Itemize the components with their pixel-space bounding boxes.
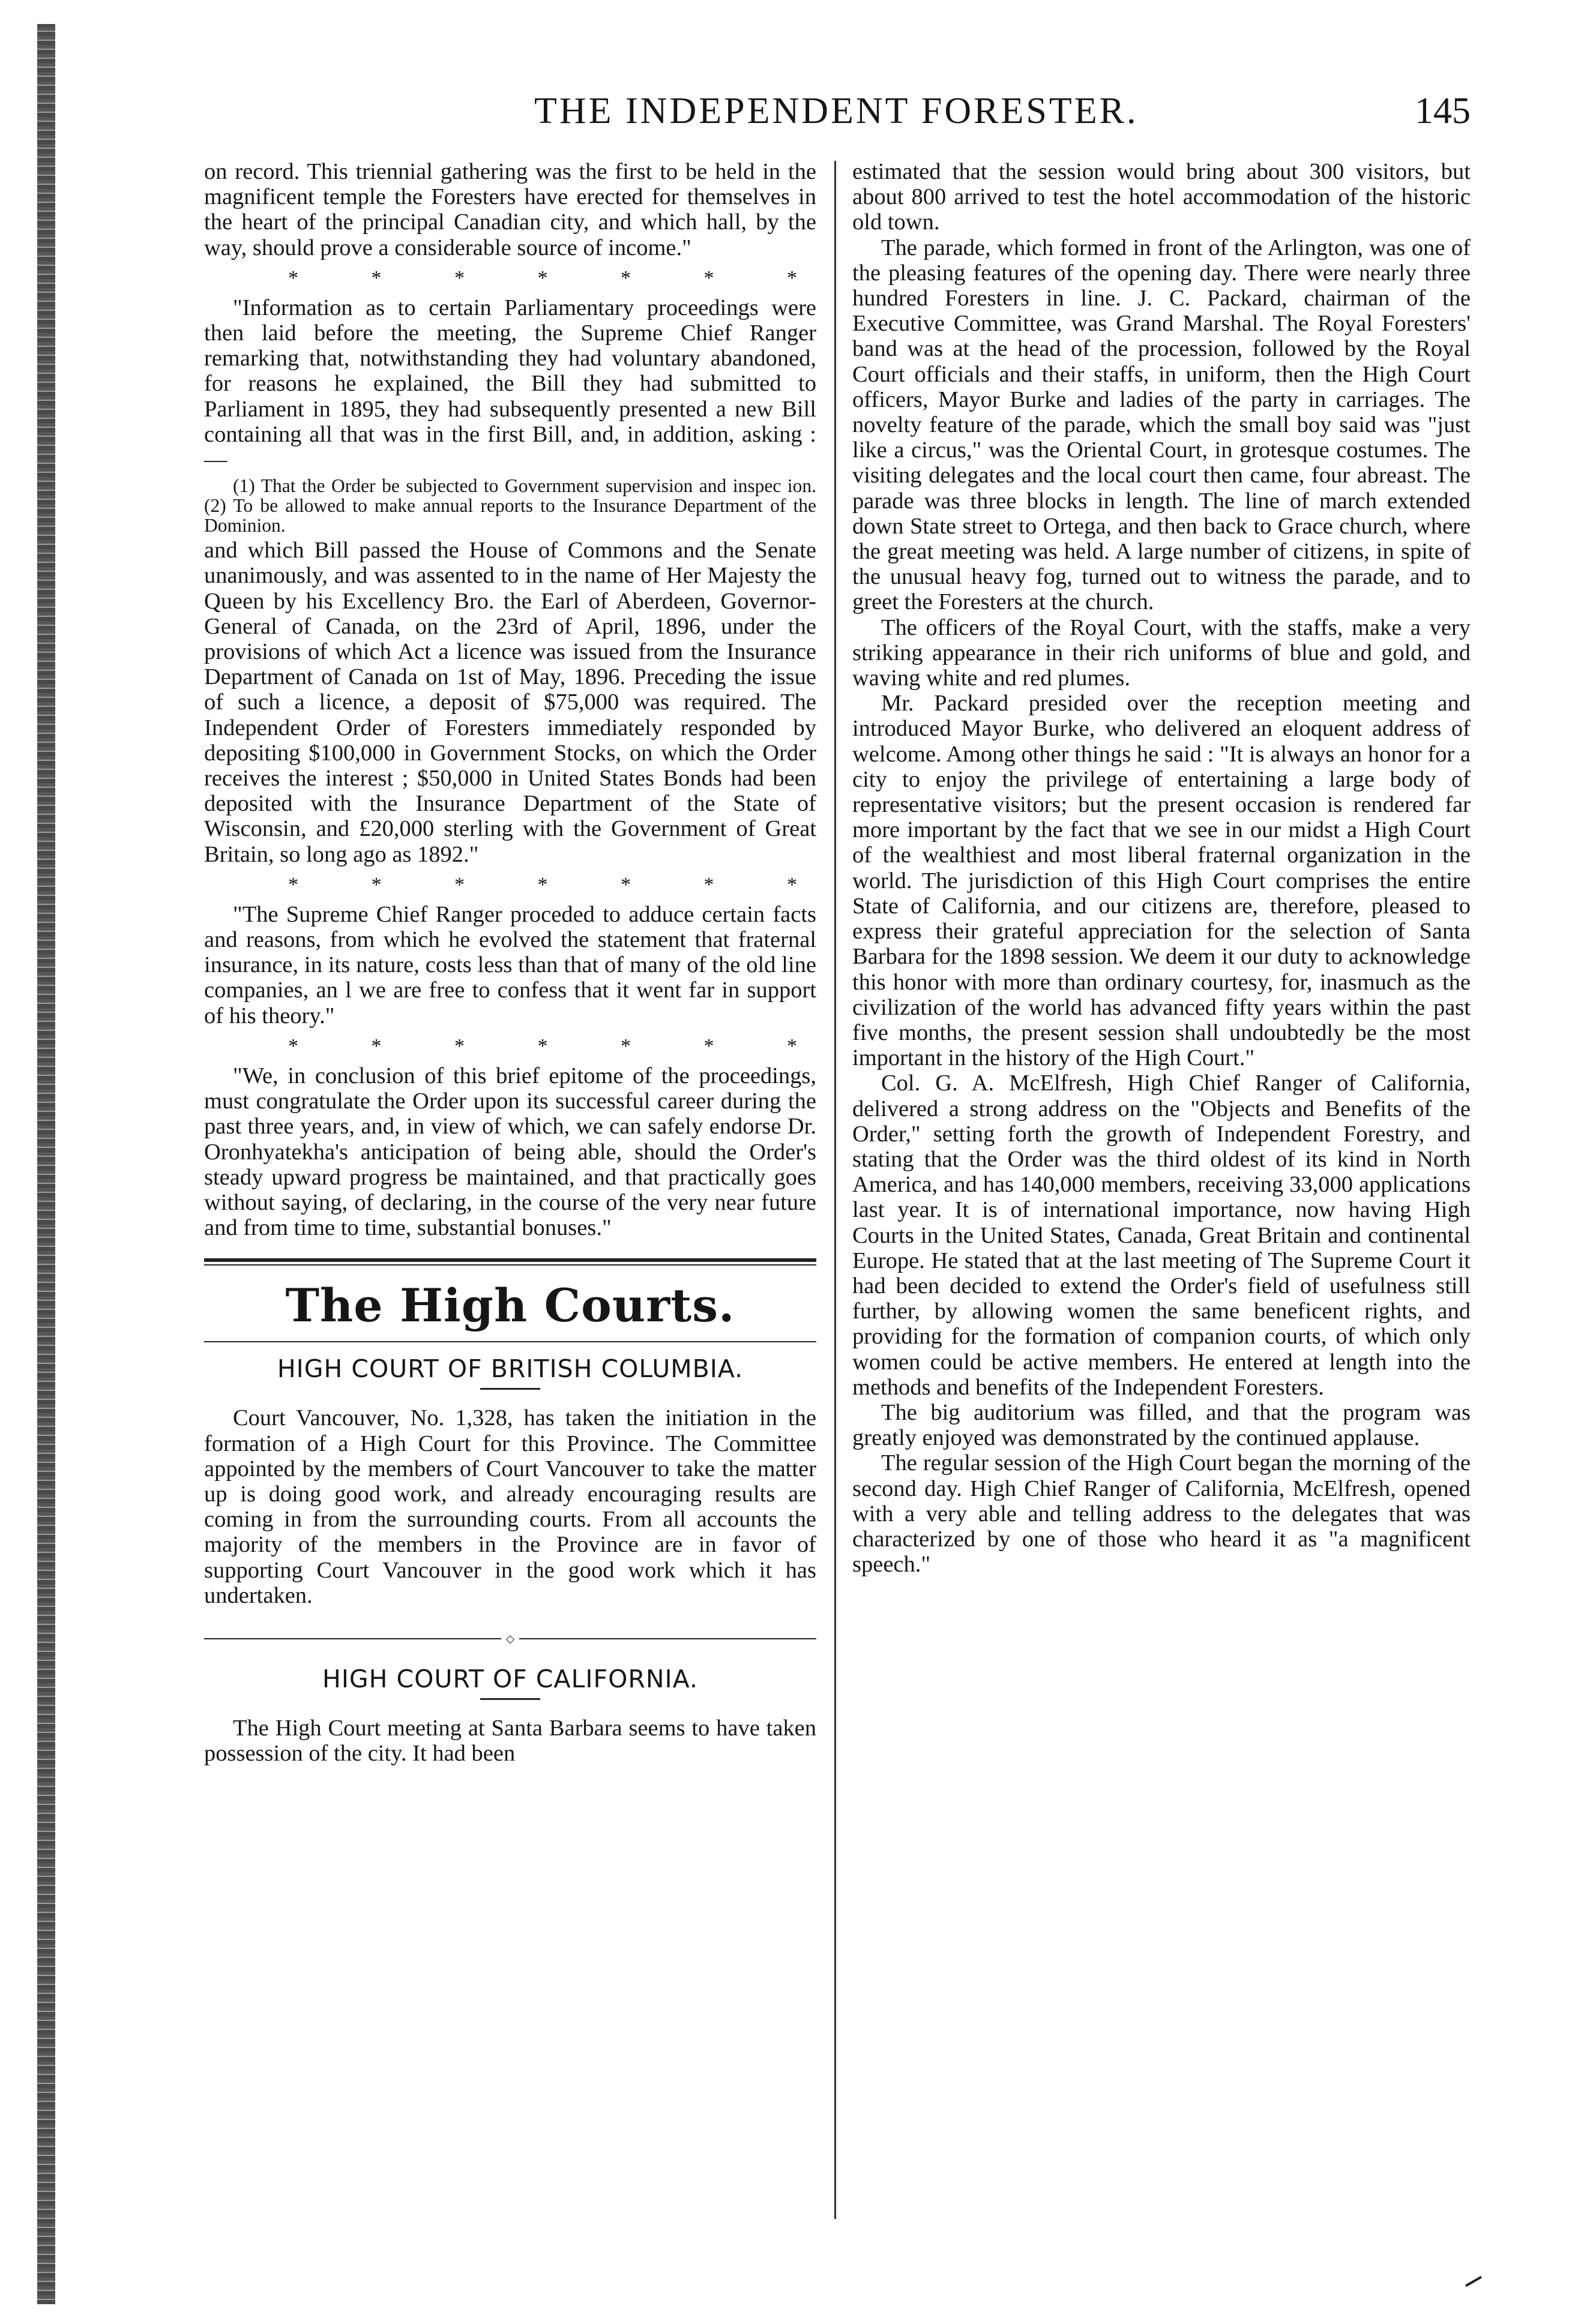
right-column [852, 159, 1471, 1577]
paragraph: The High Court meeting at Santa Barbara seems to have taken possession of the city. It had been [204, 1715, 816, 1767]
subheading-british-columbia: HIGH COURT OF BRITISH COLUMBIA. [277, 1354, 744, 1384]
paragraph: estimated that the session would bring about 300 visitors, but about 800 arrived to test the hotel accommodation of the historic old town. [852, 159, 1471, 235]
scan-mark [1465, 2276, 1482, 2287]
paragraph: Col. G. A. McElfresh, High Chief Ranger of California, delivered a strong address on the "Objects and Benefits of the Order," setting forth the growth of Independent Forestry, and stating that the Order was the third oldest of its kind in North America, and has 140,000 members, receiving 33,000 applications last year. It is of international importance, now having High Courts in the United States, Canada, Great Britain and continental Europe. He stated that at the last meeting of The Supreme Court it had been decided to extend the Order's field of usefulness still further, by allowing women the same beneficent rights, and providing for the formation of companion courts, of which only women could be active members. He entered at length into the methods and benefits of the Independent Foresters. [852, 1070, 1471, 1400]
column-divider [834, 161, 836, 2219]
paragraph: "We, in conclusion of this brief epitome of the proceedings, must congratulate the Order upon its successful career during the past three years, and, in view of which, we can safely endorse Dr. Oronhyatekha's anticipation of being able, should the Order's steady upward progress be maintained, and that practically goes without saying, of declaring, in the course of the very near future and from time to time, substantial bonuses." [204, 1063, 816, 1241]
short-rule [480, 1388, 540, 1390]
section-rule [204, 1341, 816, 1342]
section-title: The High Courts. [285, 1279, 735, 1333]
section-break-stars: * * * * * * * [288, 1034, 797, 1057]
left-column [204, 159, 816, 1766]
page-number: 145 [1415, 91, 1471, 131]
paragraph: The regular session of the High Court began the morning of the second day. High Chief Ranger of California, McElfresh, opened with a very able and telling address to the delegates that was characterized by one of those who heard it as "a magnificent speech." [852, 1450, 1471, 1578]
paragraph: The big auditorium was filled, and that the program was greatly enjoyed was demonstrated by the continued applause. [852, 1399, 1471, 1451]
paragraph: Mr. Packard presided over the reception meeting and introduced Mayor Burke, who delivered an eloquent address of welcome. Among other things he said : "It is always an honor for a city to enjoy the privilege of entertaining a large body of representative visitors; but the present occasion is rendered far more important by the fact that we see in our midst a High Court of the wealthiest and most liberal fraternal organization in the world. The jurisdiction of this High Court comprises the entire State of California, and our citizens are, therefore, pleased to express their grateful appreciation for the selection of Santa Barbara for the 1898 session. We deem it our duty to acknowledge this honor with more than ordinary courtesy, for, inasmuch as the civilization of the world has advanced fifty years within the past five months, the present session shall undoubtedly be the most important in the history of the High Court." [852, 691, 1471, 1071]
section-double-rule [204, 1258, 816, 1266]
quoted-bill-clauses: (1) That the Order be subjected to Government supervision and inspec ion. (2) To be allowed to make annual reports to the Insurance Department of the Dominion. [204, 475, 816, 536]
paragraph: "The Supreme Chief Ranger proceded to adduce certain facts and reasons, from which he evolved the statement that fraternal insurance, in its nature, costs less than that of many of the old line companies, an l we are free to confess that it went far in support of his theory." [204, 901, 816, 1028]
paragraph: Court Vancouver, No. 1,328, has taken the initiation in the formation of a High Court for this Province. The Committee appointed by the members of Court Vancouver to take the matter up is doing good work, and already encouraging results are coming in from the surrounding courts. From all accounts the majority of the members in the Province are in favor of supporting Court Vancouver in the good work which it has undertaken. [204, 1405, 816, 1608]
section-break-stars: * * * * * * * [288, 873, 797, 896]
paragraph: The parade, which formed in front of the Arlington, was one of the pleasing features of the opening day. There were nearly three hundred Foresters in line. J. C. Packard, chairman of the Executive Committee, was Grand Marshal. The Royal Foresters' band was at the head of the procession, followed by the Royal Court officials and their staffs, in uniform, then the High Court officers, Mayor Burke and ladies of the party in carriages. The novelty feature of the parade, which the small boy said was "just like a circus," was the Oriental Court, in grotesque costumes. The visiting delegates and the local court then came, four abreast. The parade was three blocks in length. The line of march extended down State street to Ortega, and then back to Grace church, where the great meeting was held. A large number of citizens, in spite of the unusual heavy fog, turned out to witness the parade, and to greet the Foresters at the church. [852, 235, 1471, 615]
short-rule [480, 1698, 540, 1700]
scanned-binding-edge [37, 24, 55, 2304]
ornament-divider [204, 1632, 816, 1645]
running-title: THE INDEPENDENT FORESTER. [534, 91, 1139, 131]
ornament-icon: ◇ [501, 1632, 519, 1645]
paragraph: on record. This triennial gathering was the first to be held in the magnificent temple the Foresters have erected for themselves in the heart of the principal Canadian city, and which hall, by the way, should prove a considerable source of income." [204, 159, 816, 260]
subheading-california: HIGH COURT OF CALIFORNIA. [322, 1664, 698, 1693]
paragraph: "Information as to certain Parliamentary proceedings were then laid before the meeting, the Supreme Chief Ranger remarking that, notwithstanding they had voluntary abandoned, for reasons he explained, the Bill they had submitted to Parliament in 1895, they had subsequently presented a new Bill containing all that was in the first Bill, and, in addition, asking :— [204, 295, 816, 473]
section-break-stars: * * * * * * * [288, 266, 797, 289]
paragraph: The officers of the Royal Court, with the staffs, make a very striking appearance in their rich uniforms of blue and gold, and waving white and red plumes. [852, 614, 1471, 691]
page-header [198, 90, 1471, 144]
paragraph: and which Bill passed the House of Commons and the Senate unanimously, and was assented to in the name of Her Majesty the Queen by his Excellency Bro. the Earl of Aberdeen, Governor-General of Canada, on the 23rd of April, 1896, under the provisions of which Act a licence was issued from the Insurance Department of Canada on 1st of May, 1896. Preceding the issue of such a licence, a deposit of $75,000 was required. The Independent Order of Foresters immediately responded by depositing $100,000 in Government Stocks, on which the Order receives the interest ; $50,000 in United States Bonds had been deposited with the Insurance Department of the State of Wisconsin, and £20,000 sterling with the Government of Great Britain, so long ago as 1892." [204, 538, 816, 867]
